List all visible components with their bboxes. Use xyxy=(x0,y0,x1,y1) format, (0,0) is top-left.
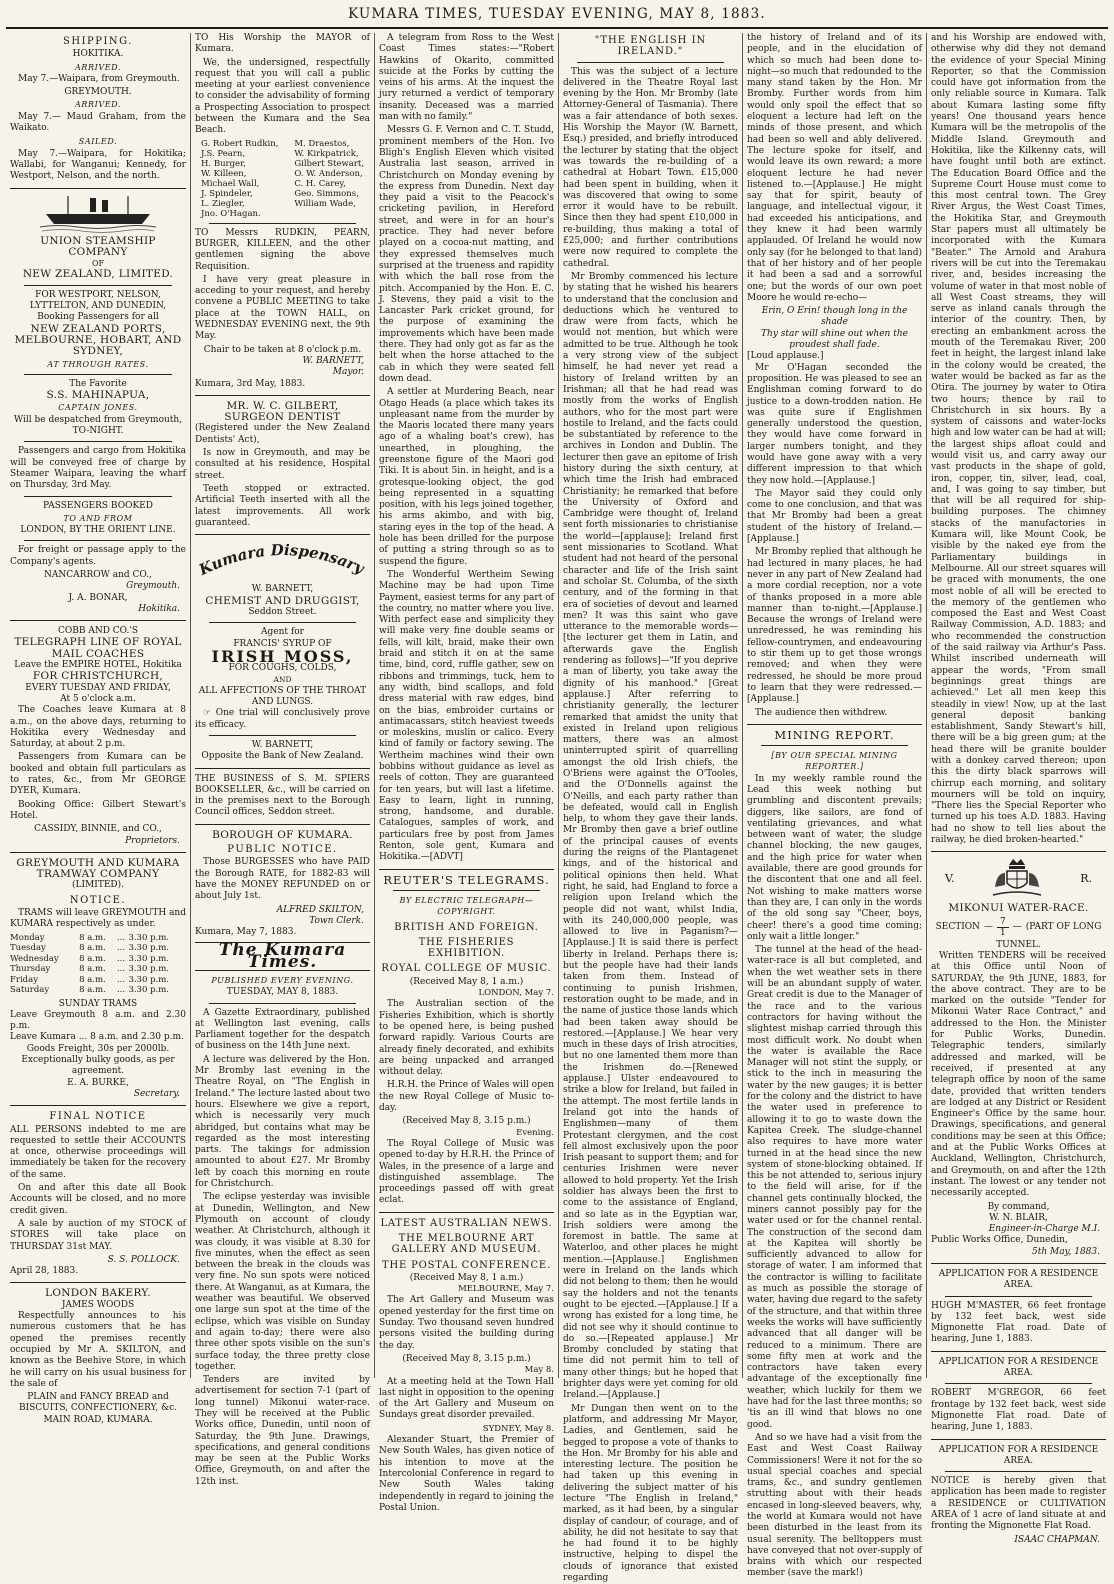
masthead: KUMARA TIMES, TUESDAY EVENING, MAY 8, 1883. xyxy=(6,4,1108,29)
signatory-name: Michael Wall, xyxy=(201,178,260,189)
gallery-body: The Art Gallery and Museum was opened yesterday for the first time on Sunday. Two thousand seven hundred persons visited the building during the day. xyxy=(379,1295,554,1351)
agent-label: Agent for xyxy=(261,627,304,638)
tram-leave: TRAMS will leave GREYMOUTH and KUMARA respectively as under. xyxy=(10,908,186,930)
despatch-note: Will be despatched from Greymouth, xyxy=(13,414,183,425)
timetable-cell: 8 a.m. xyxy=(79,985,106,996)
signatories xyxy=(195,139,370,219)
mayor-requisition-body: We, the undersigned, respectfully request that you will call a public meeting at your earliest convenience to consider the advisability of forming a Prospecting Association to prospect between the Kumara and the Sea Beach. xyxy=(195,57,370,136)
col3-para-4: The Wonderful Wertheim Sewing Machine may be had upon Time Payment, easiest terms for any part of the country, no matter where you live. With perfect ease and simplicity they will make very fine double seams or fells, will kilt, braid, make their own braid and stitch it on at the same time, bind, cord, ruffle gather, sew on ribbons and trimmings, tuck, hem to any width, bind scallops, and fold dress material with raw edges, bind on the bias, embroider curtains or antimacassars, stitch heaviest tweeds or moleskins, muslin or calico. Every kind of family or factory sewing. The Wertheim machines wind their own bobbins without guidance as level as reels of cotton. They are guaranteed for ten years, but will last a lifetime. Easy to learn, light in running, strong, handsome, and durable. Catalogues, samples of work, and particulars free by post from James Renton, sole gent, Kumara and Hokitika.—[ADVT] xyxy=(379,569,554,863)
skilton-date: Kumara, May 7, 1883. xyxy=(195,927,297,938)
signatories-right xyxy=(294,139,364,219)
melbourne-dateline: MELBOURNE, May 7. xyxy=(458,1284,554,1295)
cobb-proprietors-title: Proprietors. xyxy=(125,835,180,846)
chemist-title: CHEMIST AND DRUGGIST, xyxy=(205,594,360,607)
signatory-name: W. Killeen, xyxy=(201,168,247,179)
greymouth-arrival: May 7.— Maud Graham, from the Waikato. xyxy=(10,111,186,134)
usc-title: UNION STEAMSHIP COMPANY xyxy=(40,234,156,258)
london-dateline: LONDON, May 7. xyxy=(478,988,554,999)
bakery-items: PLAIN and FANCY BREAD and BISCUITS, CONFECTIONERY, &c. xyxy=(18,1392,178,1414)
royal-crest-row xyxy=(931,857,1106,899)
mining-body-3: And so we have had a visit from the East and West Coast Railway Commissioners! Were it not for the so usual special coaches and special trams, &c., and sundry gentlemen strutting about with their heads encased in long-sleeved beavers, why, the world at Kumara would not have been disturbed in the least from its usual serenity. The belltoppers must have conveyed that not over-supply of brains with which our respected member (save the mark!) xyxy=(747,1432,922,1579)
timetable-cell: 3.30 p.m. xyxy=(128,985,169,996)
burke-sig: E. A. BURKE, xyxy=(67,1077,129,1088)
usc-nz: NEW ZEALAND, LIMITED. xyxy=(22,268,174,281)
application-3-body: NOTICE is hereby given that application has been made to register a RESIDENCE or CULTIVATION AREA of 1 acre of land situate at and fronting the Mignonette Flat Road. xyxy=(931,1476,1106,1532)
booked-london: LONDON, BY THE ORIENT LINE. xyxy=(20,525,176,536)
col3-para-3: A settler at Murdering Beach, near Otago Heads (a place which takes its unpleasant name from the murder by the Maoris located there many years ago of a whaling boat's crew), has unearthed, in ploughing, the greenstone figure of the Maori god Tiki. It is about 5in. in height, and is a grotesque-looking object, the god being represented in a squatting position, with his legs joined together, his arms akimbo, and with big, staring eyes in the top of the head. A hole has been drilled for the purpose of putting a string through so as to suspend the figure. xyxy=(379,387,554,567)
crest-v: V. xyxy=(945,871,955,885)
booked-to: TO AND FROM xyxy=(63,513,133,523)
bakery-address: MAIN ROAD, KUMARA. xyxy=(43,1414,153,1425)
gilbert-body: Is now in Greymouth, and may be consulted at his residence, Hospital street. xyxy=(195,448,370,481)
divider xyxy=(195,534,370,535)
tonight-label: TO-NIGHT. xyxy=(72,426,124,437)
gallery-body-2: At a meeting held at the Town Hall last night in opposition to the opening of the Art Gallery and Museum on Sundays great disorder prevailed. xyxy=(379,1376,554,1421)
timetable-cell: 8 a.m. xyxy=(79,974,106,985)
bonar-loc: Hokitika. xyxy=(138,603,180,614)
greymouth-heading: GREYMOUTH. xyxy=(64,87,132,98)
usc-of: OF xyxy=(91,259,105,269)
divider xyxy=(24,374,172,375)
mining-continued: and his Worship are endowed with, otherwise why did they not demand the evidence of your Special Mining Reporter, so that the Commission could have got information from the only reliable source in Kumara. Talk about Kumara lasting some fifty years! One thousand years hence Kumara will be the metropolis of the Middle Island. Greymouth and Hokitika, like the Kilkenny cats, will have fought until both are extinct. The Education Board Office and the Supreme Court House must come to this most central town. The Grey River Argus, the West Coast Times, the Hokitika Star, and Greymouth Star papers must all ultimately be incorporated with the Kumara "Beater." The Arnold and Arahura rivers will be cut into the Teremakau river, and, besides increasing the volume of water in that most noble of all West Coast streams, they will serve as inland canals through the interior of the country. Then, by erecting an embankment across the mouth of the Teremakau River, 200 feet in height, the largest inland lake in the colony would be created, the water would be backed as far as the Otira. The journey by water to Otira two hours; thence by rail to Christchurch in six hours. By a system of caissons and water-locks high and low water can be had at will; the largest ships afloat could and would visit us, and carry away our vast products in the shape of gold, iron, copper, tin, silver, lead, coal, and, I was going to say timber, but that will be all required for ship-building purposes. The chimney stacks of the manufactories in Kumara will, like Mount Cook, be visible by the naked eye from the Parliamentary buildings in Melbourne. All our street squares will be graced with monuments, the one most noble of all will be erected to the memory of the gentlemen who composed the East and West Coast Railway Commission, A.D. 1883; and who recommended the construction of the said railway via Arthur's Pass. Whilst inscribed underneath will appear the words, "From small beginnings great things are achieved." Let all men keep this steadily in view! Now, up at the last general deposit banking establishment, Sandy Stewart's hill, there will be a big green gum; at the head there will be granite boulder with a donkey carved thereon; upon this the dirty black sparrows will chirrup each morning, and solitary mourners will be told on inquiry, "There lies the Special Reporter who turned up his toes A.D. 1883. Having had no show to tell lies about the railway, he died broken-hearted." xyxy=(931,33,1106,846)
reuters-heading: REUTER'S TELEGRAMS. xyxy=(383,872,550,887)
trial-note: ☞ One trial will conclusively prove its efficacy. xyxy=(195,708,370,730)
reply-heading: TO Messrs RUDKIN, PEARN, BURGER, KILLEEN, and the other gentlemen signing the above Requisition. xyxy=(195,227,370,272)
reuters-sub: BY ELECTRIC TELEGRAPH—COPYRIGHT. xyxy=(399,895,534,917)
nancarrow-sig: NANCARROW and CO., xyxy=(44,569,152,580)
divider xyxy=(209,1003,356,1004)
chair-note: Chair to be taken at 8 o'clock p.m. xyxy=(203,344,362,355)
lecture-body-3: Mr Dungan then went on to the platform, and addressing Mr Mayor, Ladies, and Gentlemen, said he begged to propose a vote of thanks to the Hon. Mr Bromby for his able and interesting lecture. The position he had taken up this evening in delivering the subject matter of his lecture "The English in Ireland," marked, as it had been, by a singular display of candour, of courage, and of ability, he did not hesitate to say that he had found it to be highly instructive, helping to dispel the clouds of ignorance that existed regarding xyxy=(563,1403,738,1584)
signatories-left xyxy=(201,139,278,219)
signatory-name: J. Spindeler, xyxy=(201,188,253,199)
column-1 xyxy=(6,33,190,1425)
divider xyxy=(10,852,186,853)
gilbert-heading: MR. W. C. GILBERT, SURGEON DENTIST xyxy=(224,399,341,424)
blair-date: 5th May, 1883. xyxy=(1032,1246,1100,1257)
timetable-cell: ... xyxy=(116,985,126,996)
college-heading: ROYAL COLLEGE OF MUSIC. xyxy=(381,963,552,975)
signatory-name: M. Draestos, xyxy=(294,138,350,149)
greymouth-sailed: May 7.—Waipara, for Hokitika; Wallabi, for Wanganui; Kennedy, for Westport, Nelson, and the north. xyxy=(10,148,186,182)
bakery-heading: LONDON BAKERY. xyxy=(45,1287,151,1300)
sunday-kumara: Leave Kumara ... 8 a.m. and 2.30 p.m. xyxy=(10,1032,184,1043)
application-2-heading: APPLICATION FOR A RESIDENCE AREA. xyxy=(938,1356,1099,1379)
hokitika-heading: HOKITIKA. xyxy=(72,49,124,60)
cobb-heading: COBB AND CO.'S xyxy=(57,626,139,637)
column-4 xyxy=(558,33,742,1584)
lecture-heading: "THE ENGLISH IN IRELAND." xyxy=(594,35,707,58)
timetable-row xyxy=(10,954,186,965)
pointing-hand-icon: ☞ xyxy=(203,708,216,719)
usc-rates: AT THROUGH RATES. xyxy=(47,359,149,369)
signatory-name: O. W. Anderson, xyxy=(294,168,363,179)
opposite-bank: Opposite the Bank of New Zealand. xyxy=(201,751,364,762)
divider xyxy=(24,496,172,497)
timetable-row xyxy=(10,985,186,996)
skilton-title: Town Clerk. xyxy=(309,915,364,926)
signatory-name: H. Burger, xyxy=(201,158,246,169)
divider xyxy=(577,62,724,63)
ship-name: S.S. MAHINAPUA, xyxy=(46,389,150,402)
section-line: SECTION — 7 1 — (PART OF LONG xyxy=(935,916,1102,938)
divider xyxy=(209,223,356,224)
divider xyxy=(10,1282,186,1283)
ohagan-para: Mr O'Hagan seconded the proposition. He was pleased to see an Englishman coming forward to do justice to a down-trodden nation. He was quite sure if Englishmen generally understood the question, they would have come forward in larger numbers tonight, and they would have gone away with a very different impression to that which they now hold.—[Applause.] xyxy=(747,362,922,486)
leader-para-4: Tenders are invited by advertisement for section 7-1 (part of long tunnel) Mikonui water-race. They will be received at the Public Works office, Dunedin, until noon of Saturday, the 9th June. Drawings, specifications, and general conditions may be seen at the Public Works Office, Greymouth, on and after the 12th inst. xyxy=(195,1375,370,1487)
divider xyxy=(931,1263,1106,1264)
divider xyxy=(195,395,370,396)
usc-ports: FOR WESTPORT, NELSON, LYTTELTON, AND DUNEDIN, xyxy=(29,289,167,312)
application-3-heading: APPLICATION FOR A RESIDENCE AREA. xyxy=(938,1444,1099,1466)
svg-text:Kumara Dispensary. xyxy=(195,542,368,578)
may8-dateline: May 8. xyxy=(524,1365,554,1376)
timetable-cell: ... xyxy=(116,974,126,985)
timetable-cell: 8 a.m. xyxy=(79,932,106,943)
divider xyxy=(10,1105,186,1106)
booked-heading: PASSENGERS BOOKED xyxy=(43,500,153,511)
arrived-label: ARRIVED. xyxy=(74,62,122,72)
gilbert-body-2: Teeth stopped or extracted. Artificial Teeth inserted with all the latest improvements. All work guaranteed. xyxy=(195,483,370,528)
timetable-cell: 8 a.m. xyxy=(79,964,106,975)
college-body-2: The Royal College of Music was opened to-day by H.R.H. the Prince of Wales, in the presence of a large and distinguished assemblage. The proceedings passed off with great eclat. xyxy=(379,1138,554,1206)
public-notice: PUBLIC NOTICE. xyxy=(227,844,338,856)
received-3: (Received May 8, 1 a.m.) xyxy=(409,1272,524,1283)
mayor-requisition-heading: TO His Worship the MAYOR of Kumara. xyxy=(195,33,370,55)
blair-sig: W. N. BLAIR, xyxy=(989,1212,1048,1223)
cobb-time: At 5 o'clock a.m. xyxy=(60,693,136,704)
signatory-name: J.S. Pearn, xyxy=(201,148,246,159)
leader-para-1: A Gazette Extraordinary, published at Wellington last evening, calls Parliament together for the despatch of business on the 14th June next. xyxy=(195,1007,370,1052)
col3-para-2: Messrs G. F. Vernon and C. T. Studd, prominent members of the Hon. Ivo Bligh's English Eleven which visited Australia last season, arrived in Christchurch on Monday evening by the express from Dunedin. Next day they paid a visit to the Peacock's cricketing pavilion, in Hereford street, and were in for an hour's practice. They had never before played on a cocoa-nut matting, and they expressed themselves much surprised at the trueness and rapidity with which the ball rose from the pitch. Accompanied by the Hon. E. C. J. Stevens, they paid a visit to the Lancaster Park cricket ground, for the purpose of examining the improvements which have been made there. They had only got as far as the belt when the horse attached to the cab in which they were seated fell down dead. xyxy=(379,125,554,384)
received-2: (Received May 8, 3.15 p.m.) xyxy=(402,1116,531,1127)
divider xyxy=(24,285,172,286)
divider xyxy=(24,441,172,442)
divider xyxy=(931,1351,1106,1352)
race-heading: MIKONUI WATER-RACE. xyxy=(948,902,1089,915)
cobb-leave: Leave the EMPIRE HOTEL, Hokitika xyxy=(14,660,182,671)
passengers-note: Passengers and cargo from Hokitika will be conveyed free of charge by Steamer Waipara, leaving the wharf on Thursday, 3rd May. xyxy=(10,446,186,491)
burke-title: Secretary. xyxy=(133,1088,180,1099)
final-notice-body-3: A sale by auction of my STOCK of STORES will take place on THURSDAY 31st MAY. xyxy=(10,1218,186,1252)
tunnel-label: TUNNEL. xyxy=(996,939,1041,950)
divider xyxy=(10,188,186,189)
divider xyxy=(24,540,172,541)
bonar-sig: J. A. BONAR, xyxy=(68,592,128,603)
timetable-row xyxy=(10,943,186,954)
steamship-icon xyxy=(38,194,158,234)
mining-body-2: The tunnel at the head of the head-water-race is all but completed, and when the wet weather sets in there will be an abundant supply of water. Great credit is due to the Manager of the race and to the various contractors for having without the slightest mishap carried through this most difficult work. No doubt when the water is available the Race Manager will not stint the supply, or stick to the inch in measuring the water by the new gauges; it is better for the colony and the district to have the water used in preference to allowing it to go to waste down the Kapitea Creek. The sludge-channel also requires to have more water turned in at the head since the new system of stone-blocking obtained. If this be not attended to, serious injury to the field will arise, for if the channel gets continually blocked, the miners cannot possibly pay for the water used or for the channel rental. The construction of the second dam at the Kapitea will shortly be sufficiently advanced to allow for storage of water. I am informed that the contractor is willing to facilitate as much as possible the storage of water, having due regard to the safety of the structure, and that within three weeks the works will have sufficiently advanced that all danger will be reduced to a minimum. There are some fifty men at work and the contractors have taken every advantage of the exceptionally fine weather, which luckily for them we have had for the last three months; so 'tis an ill wind that blows no one good. xyxy=(747,945,922,1430)
timetable-cell: ... xyxy=(116,932,126,943)
timetable-cell: 8 a.m. xyxy=(79,953,106,964)
tender-body: Written TENDERS will be received at this Office until Noon of SATURDAY, the 9th JUNE, 1883, for the above contract. They are to be marked on the outside "Tender for Mikonui Water Race Contract," and addressed to the Hon. the Minister for Public Works, Dunedin. Telegraphic tenders, similarly addressed and marked, will be received, if presented at any telegraph office by noon of the same date, provided that written tenders are lodged at any District or Resident Engineer's Office by the same hour. Drawings, specifications, and general conditions may be seen at this Office; and at the Public Works Offices at Auckland, Wellington, Christchurch, and Greymouth, on and after the 12th instant. The lowest or any tender not necessarily accepted. xyxy=(931,950,1106,1199)
sunday-heading: SUNDAY TRAMS xyxy=(58,998,138,1009)
timetable-cell: Tuesday xyxy=(10,943,46,954)
british-heading: BRITISH AND FOREIGN. xyxy=(394,921,539,933)
blair-title: Engineer-in-Charge M.I. xyxy=(988,1224,1100,1235)
application-1-body: HUGH M'MASTER, 66 feet frontage by 132 feet back, west side Mignonette Flat road. Date of hearing, June 1, 1883. xyxy=(931,1300,1106,1345)
tram-title: GREYMOUTH AND KUMARA TRAMWAY COMPANY xyxy=(16,856,180,881)
timetable-cell: Saturday xyxy=(10,985,50,996)
timetable-cell: 8 a.m. xyxy=(79,943,106,954)
fisheries-body: The Australian section of the Fisheries Exhibition, which is shortly to be opened here, is being pushed forward rapidly. Various Courts are already finely decorated, and exhibits are being unpacked and arranged without delay. xyxy=(379,999,554,1078)
timetable-cell: Wednesday xyxy=(10,953,59,964)
divider xyxy=(393,890,540,891)
irish-moss-label: IRISH MOSS, xyxy=(211,646,354,666)
bulky-goods: Exceptionally bulky goods, as per agreement. xyxy=(21,1055,175,1077)
mayor-para: The Mayor said they could only come to one conclusion, and that was that Mr Bromby had been a great student of the history of Ireland.—[Applause.] xyxy=(747,488,922,545)
application-2-body: ROBERT M'GREGOR, 66 feet frontage by 132 feet back, west side Mignonette Flat road. Date of hearing, June 1, 1883. xyxy=(931,1388,1106,1433)
timetable-cell: ... xyxy=(116,953,126,964)
timetable-cell: ... xyxy=(116,964,126,975)
timetable-row xyxy=(10,964,186,975)
borough-heading: BOROUGH OF KUMARA. xyxy=(212,828,353,841)
signatory-name: W. Kirkpatrick, xyxy=(294,148,359,159)
bakery-owner: JAMES WOODS xyxy=(61,1299,135,1310)
reply-body: I have very great pleasure in acceding to your request, and hereby convene a PUBLIC MEETING to take place at the TOWN HALL, on WEDNESDAY EVENING next, the 9th May. xyxy=(195,274,370,342)
signatory-name: William Wade, xyxy=(294,198,356,209)
column-2 xyxy=(190,33,374,1487)
received-4: (Received May 8, 3.15 p.m.) xyxy=(402,1353,531,1364)
moss-all: ALL AFFECTIONS OF THE THROAT AND LUNGS. xyxy=(198,685,367,708)
postal-body: Alexander Stuart, the Premier of New South Wales, has given notice of his intention to move at the Intercolonial Conference in regard to New South Wales taking independently in regard to joining the Postal Union. xyxy=(379,1435,554,1513)
divider xyxy=(761,745,908,746)
barnett-mayor: Mayor. xyxy=(332,367,364,378)
arrived-label-2: ARRIVED. xyxy=(74,100,122,110)
chemist-address: Seddon Street. xyxy=(248,606,317,617)
dispensary-title: Kumara Dispensary xyxy=(196,542,366,579)
final-notice-heading: FINAL NOTICE xyxy=(49,1111,147,1123)
shipping-heading: SHIPPING. xyxy=(63,36,133,47)
timetable-row xyxy=(10,975,186,986)
signatory-name: Jno. O'Hagan. xyxy=(201,208,261,219)
mining-sub: [BY OUR SPECIAL MINING REPORTER.] xyxy=(771,751,898,772)
timetable-cell: 3.30 p.m. xyxy=(128,932,169,943)
goods-freight: Goods Freight, 30s per 2000lb. xyxy=(26,1043,170,1054)
columns xyxy=(6,33,1108,1584)
final-notice-body: ALL PERSONS indebted to me are requested to settle their ACCOUNTS at once, otherwise proceedings will immediately be taken for the recovery of the same. xyxy=(10,1124,186,1180)
cobb-body-2: Passengers from Kumara can be booked and obtain full particulars as to rates, &c., from Mr GEORGE DYER, Kumara. xyxy=(10,752,186,797)
paper-nameplate: The Kumara Times. xyxy=(195,942,370,971)
kumara-date: Kumara, 3rd May, 1883. xyxy=(195,378,306,389)
captain-name: CAPTAIN JONES. xyxy=(58,403,138,413)
divider xyxy=(747,724,922,725)
crest-r: R. xyxy=(1080,871,1092,885)
mining-heading: MINING REPORT. xyxy=(774,727,895,742)
moss-for: FOR COUGHS, COLDS, xyxy=(228,663,337,674)
timetable-cell: 3.30 p.m. xyxy=(128,943,169,954)
divider xyxy=(379,1212,554,1213)
divider xyxy=(945,1471,1092,1472)
timetable-row xyxy=(10,933,186,944)
leader-para-2: A lecture was delivered by the Hon. Mr Bromby last evening in the Theatre Royal, on "The English in Ireland." The lecture lasted about two hours. Elsewhere we give a report, which is necessarily very much abridged, but contains what may be regarded as the most interesting parts. The takings for admission amounted to about £27. Mr Bromby left by coach this morning en route for Christchurch. xyxy=(195,1054,370,1190)
timetable-cell: 3.30 p.m. xyxy=(128,953,169,964)
syrup-label: FRANCIS' SYRUP OF xyxy=(233,638,332,649)
cobb-proprietors: CASSIDY, BINNIE, and CO., xyxy=(34,824,162,835)
gilbert-registration: (Registered under the New Zealand Dentists' Act), xyxy=(195,423,370,445)
pollock-sig: S. S. POLLOCK. xyxy=(107,1254,180,1265)
sailed-label: SAILED. xyxy=(78,137,118,147)
australian-heading: LATEST AUSTRALIAN NEWS. xyxy=(380,1217,553,1229)
cobb-body: The Coaches leave Kumara at 8 a.m., on the above days, returning to Hokitika every Wednesday and Saturday, at about 2 p.m. xyxy=(10,705,186,750)
timetable-cell: Friday xyxy=(10,974,38,985)
cobb-title: TELEGRAPH LINE OF ROYAL MAIL COACHES xyxy=(14,636,182,660)
timetable-cell: Monday xyxy=(10,932,45,943)
cobb-for: FOR CHRISTCHURCH, xyxy=(32,670,164,683)
timetable-cell: ... xyxy=(116,943,126,954)
chapman-sig: ISAAC CHAPMAN. xyxy=(1014,1534,1100,1545)
divider xyxy=(209,735,356,736)
evening-dateline: Evening. xyxy=(516,1127,554,1138)
column-6 xyxy=(926,33,1110,1545)
borough-body: Those BURGESSES who have PAID the Borough RATE, for 1882-83 will have the MONEY REFUNDED on or about July 1st. xyxy=(195,857,370,902)
bakery-body: Respectfully announces to his numerous customers that he has opened the premises recently occupied by Mr A. SKILTON, and known as the Beehive Store, in which he will carry on his usual business for the sale of xyxy=(10,1311,186,1389)
moss-and: AND xyxy=(273,675,292,685)
hokitika-arrival: May 7.—Waipara, from Greymouth. xyxy=(18,73,180,84)
chemist-name: W. BARNETT, xyxy=(251,584,314,595)
tram-ltd: (LIMITED). xyxy=(72,880,124,891)
application-1-heading: APPLICATION FOR A RESIDENCE AREA. xyxy=(938,1268,1099,1291)
timetable-cell: Thursday xyxy=(10,964,51,975)
col3-para-1: A telegram from Ross to the West Coast Times states:—"Robert Hawkins of Okarito, committed suicide at the Forks by cutting the veins of his arms. At the inquest the jury returned a verdict of temporary insanity. Deceased was a married man with no family." xyxy=(379,33,554,123)
usc-booking: Booking Passengers for all xyxy=(37,312,159,323)
published-note: PUBLISHED EVERY EVENING. xyxy=(211,976,354,985)
signatory-name: C. H. Carey, xyxy=(294,178,346,189)
divider xyxy=(195,824,370,825)
cobb-days: EVERY TUESDAY AND FRIDAY, xyxy=(25,682,171,693)
divider xyxy=(195,768,370,769)
cobb-office: Booking Office: Gilbert Stewart's Hotel. xyxy=(10,799,186,821)
final-notice-body-2: On and after this date all Book Accounts will be closed, and no more credit given. xyxy=(10,1183,186,1216)
lecture-body-2: Mr Bromby commenced his lecture by stating that he wished his hearers to understand that the conclusion and deductions which he ventured to draw were from facts, which he would not mention, but which were admitted to be true. Although he took a very strong view of the subject himself, he had never yet read a history of Ireland written by an Irishman; all that he had read was mostly from the works of English authors, who for the most part were hostile to Ireland, and the facts could be substantiated by reference to the archives in London and Dublin. The lecturer then gave an epitome of Irish history during the sixth century, at which time the Irish had embraced Christianity; he remarked that before the University of Oxford and Cambridge were thought of, Ireland sent forth missionaries to christianise the world—[applause]; Ireland first sent missionaries to Scotland. What student had not heard of the personal character and life of the Irish saint and scholar St. Columba, of the sixth century, and of the forming in that era of societies of devout and learned men? It was this saint who gave utterance to the memorable words—[the lecturer get them in Latin, and afterwards gave the English rendering as follows]—"If you deprive a man of liberty, you take away the dignity of his manhood." [Great applause.] After referring to christianity generally, the lecturer remarked that amidst the unity that existed in Ireland upon religious matters, there was an almost uninterrupted spirit of quarrelling amongst the old Irish chiefs, the O'Briens were against the O'Tooles, and the O'Donnells against the O'Neills, and each party rather than be defeated, would call in English help, to whom they gave their lands. Mr Bromby then gave a brief outline of the principal causes of events during the reigns of the Plantagenet kings, and of the historical and political opinions then held. What right, he said, had England to force a religion upon Ireland which the people did not want, whilst India, with its 240,000,000 people, was allowed to live in Paganism?—[Applause.] It is said there is perfect liberty in Ireland. Perhaps there is; but the people have had their lands taken from them. Instead of continuing to punish Irishmen, restoration ought to be made, and in the name of justice those lands which had been taken away should be restored.—[Applause.] We hear very much in these days of Irish atrocities, but no one lamented them more than the Irishmen do.—[Renewed applause.] Ulster endeavoured to strike a blow for Ireland, but failed in the attempt. The most fertile lands in Ireland got into the hands of Englishmen—many of them Protestant clergymen, and the cost fell almost exclusively upon the poor Irish peasant to support them; and for centuries Irishmen were never allowed to hold property. Yet the Irish soldier has always been the first to come to the assistance of England, and so late as in the Egyptian war, Irish soldiers were among the foremost in battle. The same at Waterloo, and other places he might mention.—[Applause.] Englishmen were in Ireland on the lands which did not belong to them; then he would say the holders and not the tenants ought to be ejected.—[Applause.] If a wrong has existed for a long time, he did not see why it should continue to do so.—[Repeated applause.] Mr Bromby concluded by stating that time did not permit him to tell of many other things; but he hoped that brighter days were yet coming for old Ireland.—[Applause.] xyxy=(563,271,738,1401)
postal-heading: THE POSTAL CONFERENCE. xyxy=(382,1259,551,1271)
leader-para-3: The eclipse yesterday was invisible at Dunedin, Wellington, and New Plymouth on account of cloudy weather. At Christchurch, although it was cloudy, it was visible at 8.30 for five minutes, when the effect as seen between the break in the clouds was very fine. No sun spots were noticed there. At Wanganui, as at Kumara, the weather was beautiful. We observed one large sun spot at the time of the eclipse, which was visible on Sunday and again to-day; there were also three other spots visible on the sun's surface today, the three pretty close together. xyxy=(195,1192,370,1372)
nancarrow-loc: Greymouth. xyxy=(126,581,180,592)
skilton-sig: ALFRED SKILTON, xyxy=(276,904,364,915)
dispensary-arch xyxy=(195,542,371,578)
divider xyxy=(931,1439,1106,1440)
divider xyxy=(209,622,356,623)
royal-crest-icon xyxy=(987,857,1047,899)
issue-date: TUESDAY, MAY 8, 1883. xyxy=(226,987,339,998)
usc-destinations: NEW ZEALAND PORTS, MELBOURNE, HOBART, AND SYDNEY, xyxy=(14,322,182,358)
tram-timetable xyxy=(10,933,186,996)
signatory-name: Geo. Simmons, xyxy=(294,188,359,199)
poem-line-1: Erin, O Erin! though long in the shade xyxy=(761,306,908,328)
signatory-name: Gilbert Stewart, xyxy=(294,158,364,169)
gallery-heading: THE MELBOURNE ART GALLERY AND MUSEUM. xyxy=(391,1232,542,1256)
withdrew-para: The audience then withdrew. xyxy=(755,707,888,718)
fisheries-heading: THE FISHERIES EXHIBITION. xyxy=(418,936,515,960)
favorite-label: The Favorite xyxy=(69,378,127,389)
signatory-name: L. Ziegler, xyxy=(201,198,245,209)
lecture-body-1: This was the subject of a lecture delivered in the Theatre Royal last evening by the Hon. Mr Bromby (late Attorney-General of Tasmania). There was a fair attendance of both sexes. His Worship the Mayor (W. Barnett, Esq.) presided, and briefly introduced the lecturer by stating that the object was towards the re-building of a cathedral at Hobart Town. £15,000 had been spent in building, when it was discovered that owing to some error it would have to be rebuilt. Since then they had spent £10,000 in re-building, thus making a total of £25,000; and further contributions were now required to complete the cathedral. xyxy=(563,66,738,269)
spiers-notice: THE BUSINESS of S. M. SPIERS BOOKSELLER, &c., will be carried on in the premises next to the Borough Council offices, Seddon street. xyxy=(195,773,370,818)
blair-office: Public Works Office, Dunedin, xyxy=(931,1235,1068,1246)
divider xyxy=(945,1383,1092,1384)
timetable-cell: 3.30 p.m. xyxy=(128,964,169,975)
bromby-reply: Mr Bromby replied that although he had lectured in many places, he had never in any part of New Zealand had a more cordial reception, nor a vote of thanks proposed in a more able manner than to-night.—[Applause.] Because the wrongs of Ireland were unredressed, he was reminding his fellow-countrymen, and endeavouring to stir them up to get those wrongs removed; and when they were redressed, he should be more proud to learn that they were redressed.—[Applause.] xyxy=(747,547,922,705)
by-command: By command, xyxy=(987,1201,1050,1212)
barnett-2: W. BARNETT, xyxy=(251,739,314,750)
section-fraction: 7 1 xyxy=(997,917,1009,938)
mining-body-1: In my weekly ramble round the Lead this week nothing but grumbling and discontent prevails; diggers, like sailors, are fond of ventilating grievances, and what between want of water, the sludge channel blocking, the new gauges, and the high price for water when available, there are good grounds for the discontent that one and all feel. Not wishing to make matters worse than they are, I can only in the words of the old song say "Cheer, boys, cheer! there's a good time coming; only wait a little longer." xyxy=(747,773,922,942)
column-5 xyxy=(742,33,926,1579)
sydney-dateline: SYDNEY, May 8. xyxy=(482,1423,554,1434)
lecture-continued: the history of Ireland and of its people, and in the elucidation of which so much had been done to-night—so much that redounded to the many stand taken by the Hon. Mr Bromby. Further words from him would only spoil the effect that so eloquent a lecture had left on the minds of those present, and which had been so well and ably delivered. The lecture spoke for itself, and would leave its own reward; a more eloquent lecture he had never listened to.—[Applause.] He might say that for spirit, beauty of language, and intellectual vigour, it had exceeded his anticipations, and they knew it had been warmly applauded. Of Ireland he would now only say (for he belonged to that land) that of her history and of her people it had been a sad and a sorrowful one; but the words of our own poet Moore he would re-echo— xyxy=(747,33,922,303)
received-1: (Received May 8, 1 a.m.) xyxy=(409,976,524,987)
divider xyxy=(379,869,554,870)
divider xyxy=(10,620,186,621)
sunday-greymouth: Leave Greymouth 8 a.m. and 2.30 p.m. xyxy=(10,1009,186,1032)
college-body: H.R.H. the Prince of Wales will open the new Royal College of Music to-day. xyxy=(379,1080,554,1114)
barnett-sig: W. BARNETT, xyxy=(302,355,364,366)
loud-applause: [Loud applause.] xyxy=(747,351,824,362)
divider xyxy=(945,1296,1092,1297)
signatory-name: G. Robert Rudkin, xyxy=(201,138,279,149)
timetable-cell: 3.30 p.m. xyxy=(128,974,169,985)
freight-note: For freight or passage apply to the Company's agents. xyxy=(10,545,186,567)
notice-heading: NOTICE. xyxy=(69,894,127,906)
divider xyxy=(931,851,1106,852)
pollock-date: April 28, 1883. xyxy=(10,1266,79,1277)
poem-line-2: Thy star will shine out when the proudest shall fade. xyxy=(761,328,908,351)
column-3 xyxy=(374,33,558,1513)
